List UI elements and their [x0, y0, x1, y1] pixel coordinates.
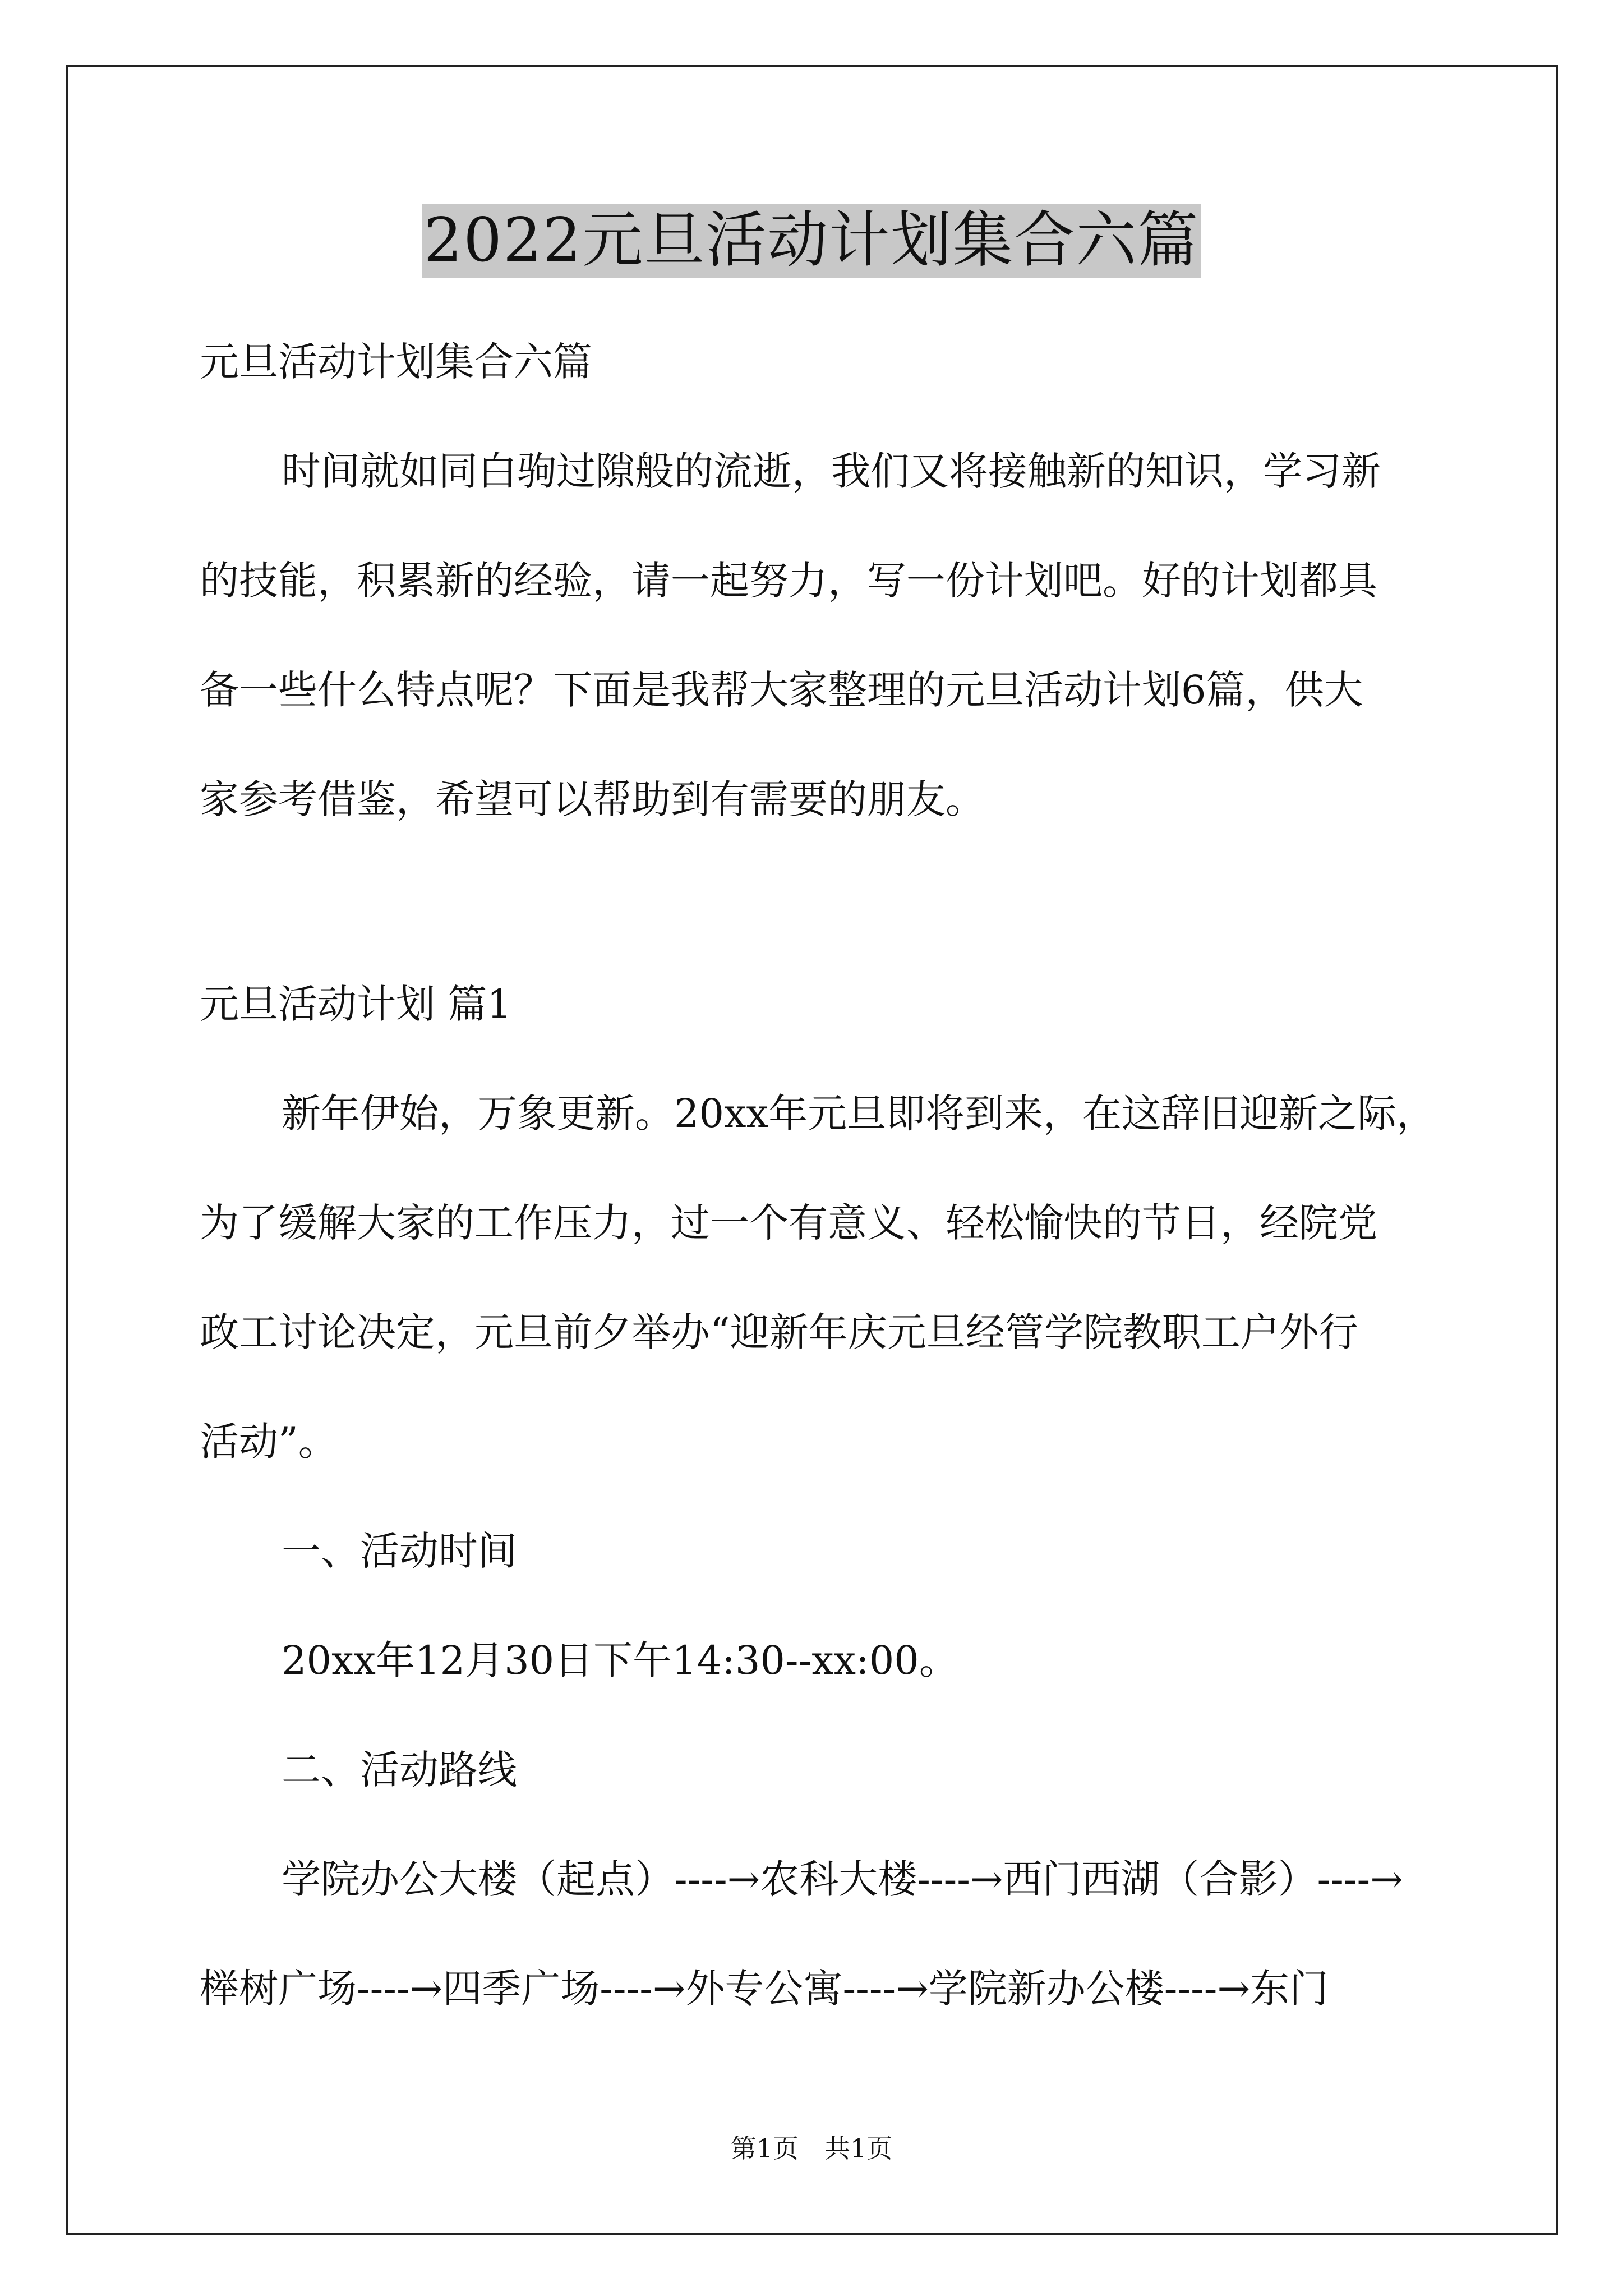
intro-line-4: 家参考借鉴，希望可以帮助到有需要的朋友。 [200, 776, 985, 822]
title-wrap [0, 204, 1623, 278]
route-line-1: 学院办公大楼（起点）----→农科大楼----→西门西湖（合影）----→ [282, 1856, 1403, 1902]
section-para-line-4: 活动”。 [200, 1419, 338, 1465]
page-footer: 第1页 共1页 [730, 2133, 893, 2164]
document-body [200, 307, 1436, 2044]
intro-line-2: 的技能，积累新的经验，请一起努力，写一份计划吧。好的计划都具 [200, 558, 1377, 604]
intro-line-3: 备一些什么特点呢？下面是我帮大家整理的元旦活动计划6篇，供大 [200, 667, 1363, 713]
intro-line-1: 时间就如同白驹过隙般的流逝，我们又将接触新的知识，学习新 [282, 448, 1381, 494]
section-gap [200, 854, 1428, 950]
section-para-line-2: 为了缓解大家的工作压力，过一个有意义、轻松愉快的节日，经院党 [200, 1200, 1377, 1246]
document-subtitle: 元旦活动计划集合六篇 [200, 339, 592, 385]
section-para-line-1: 新年伊始，万象更新。20xx年元旦即将到来，在这辞旧迎新之际， [282, 1091, 1436, 1137]
item-heading-route: 二、活动路线 [282, 1747, 517, 1793]
item-heading-time: 一、活动时间 [282, 1528, 517, 1574]
item-text-time: 20xx年12月30日下午14:30--xx:00。 [282, 1637, 958, 1683]
section-para-line-3: 政工讨论决定，元旦前夕举办“迎新年庆元旦经管学院教职工户外行 [200, 1309, 1358, 1355]
route-line-2: 榉树广场----→四季广场----→外专公寓----→学院新办公楼----→东门 [200, 1966, 1329, 2012]
section-heading: 元旦活动计划 篇1 [200, 981, 512, 1027]
document-title: 2022元旦活动计划集合六篇 [422, 204, 1202, 278]
